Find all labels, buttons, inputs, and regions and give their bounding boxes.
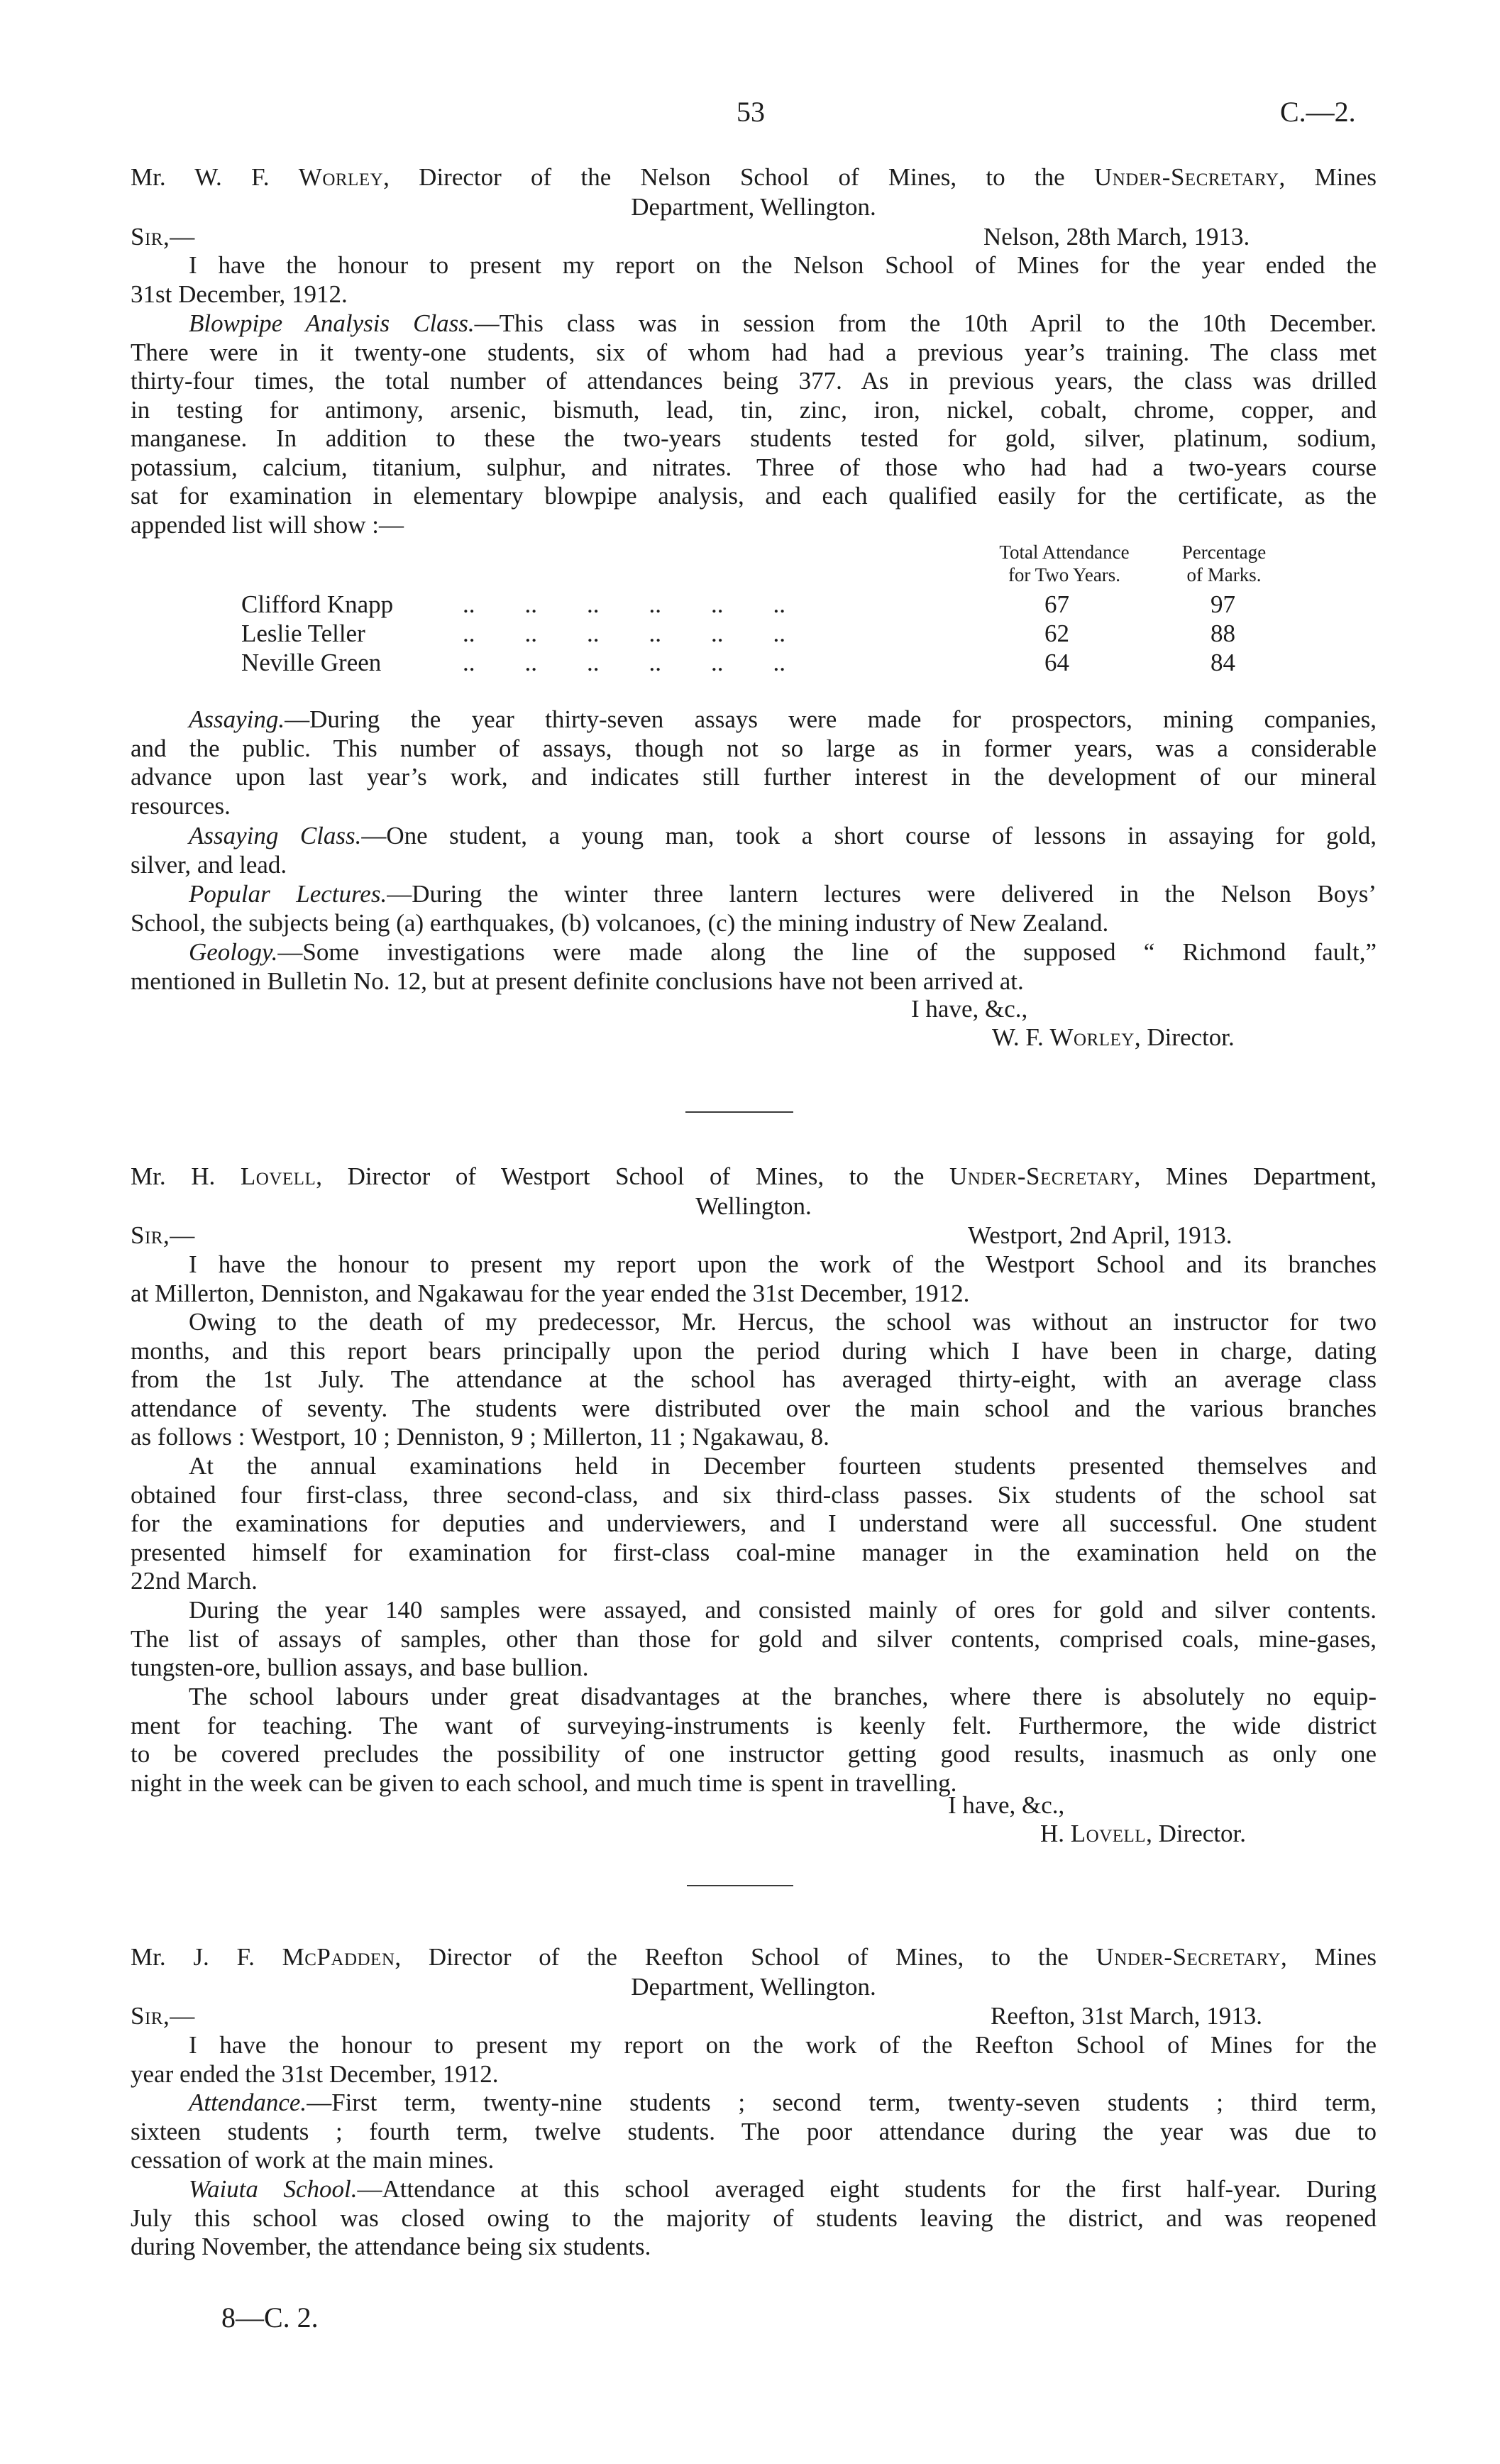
text-line: tungsten-ore, bullion assays, and base bullion.	[131, 1654, 589, 1681]
nelson-closing: I have, &c.,	[911, 995, 1028, 1023]
text-line: 31st December, 1912.	[131, 280, 348, 308]
text-line: presented himself for examination for first-class coal-mine manager in the examination held on the	[131, 1538, 1377, 1566]
nelson-assaying-class-paragraph	[131, 822, 1377, 879]
nelson-geology-paragraph	[131, 938, 1377, 996]
reefton-intro-paragraph	[131, 2031, 1377, 2089]
percentage-value: 84	[1211, 649, 1235, 676]
section-label: Geology.	[189, 938, 278, 966]
text-line: thirty-four times, the total number of attendances being 377. As in previous years, the class was drilled	[131, 367, 1377, 395]
westport-closing: I have, &c.,	[948, 1791, 1065, 1819]
text-line: attendance of seventy. The students were distributed over the main school and the various branches	[131, 1394, 1377, 1422]
reefton-heading-line1: Mr. J. F. McPadden, Director of the Reefton School of Mines, to the Under-Secretary, Mines	[131, 1943, 1377, 1971]
text-line: Geology.—Some investigations were made along the line of the supposed “ Richmond fault,”	[189, 938, 1377, 966]
section-label: Assaying.	[189, 705, 285, 733]
text-line: to be covered precludes the possibility of one instructor getting good results, inasmuch as only one	[131, 1740, 1377, 1768]
text-line: year ended the 31st December, 1912.	[131, 2059, 499, 2088]
reefton-waiuta-paragraph	[131, 2175, 1377, 2262]
section-label: Waiuta School.	[189, 2175, 358, 2203]
table-header-attendance: Total Attendance for Two Years.	[999, 541, 1130, 585]
nelson-blowpipe-paragraph	[131, 309, 1377, 539]
text-line: advance upon last year’s work, and indicates still further interest in the development of our mineral	[131, 763, 1377, 791]
dot-leader: .. .. .. .. .. ..	[463, 649, 785, 676]
student-name: Leslie Teller	[241, 620, 365, 647]
section-divider	[685, 1111, 793, 1113]
nelson-salutation: Sir,—	[131, 223, 195, 251]
text-line: cessation of work at the main mines.	[131, 2146, 495, 2174]
westport-paragraph-1	[131, 1250, 1377, 1308]
student-name: Clifford Knapp	[241, 590, 394, 618]
text-line: potassium, calcium, titanium, sulphur, and nitrates. Three of those who had had a two-years course	[131, 453, 1377, 481]
westport-signature: H. Lovell, Director.	[1040, 1820, 1247, 1847]
nelson-heading-line1: Mr. W. F. Worley, Director of the Nelson School of Mines, to the Under-Secretary, Mines	[131, 163, 1377, 191]
westport-paragraph-2	[131, 1308, 1377, 1452]
text-line: night in the week can be given to each school, and much time is spent in travelling.	[131, 1769, 957, 1797]
westport-heading	[131, 1162, 1377, 1192]
text-line: sixteen students ; fourth term, twelve students. The poor attendance during the year was due to	[131, 2117, 1377, 2145]
attendance-value: 64	[1044, 649, 1069, 676]
text-line: as follows : Westport, 10 ; Denniston, 9 ; Millerton, 11 ; Ngakawau, 8.	[131, 1423, 829, 1451]
text-line: Attendance.—First term, twenty-nine students ; second term, twenty-seven students ; third term,	[189, 2089, 1377, 2116]
text-line: Assaying Class.—One student, a young man, took a short course of lessons in assaying for gold,	[189, 822, 1377, 849]
text-line: Popular Lectures.—During the winter three lantern lectures were delivered in the Nelson Boys’	[189, 880, 1377, 908]
dot-leader: .. .. .. .. .. ..	[463, 620, 785, 647]
student-name: Neville Green	[241, 649, 382, 676]
text-line: at Millerton, Denniston, and Ngakawau for the year ended the 31st December, 1912.	[131, 1279, 970, 1307]
attendance-value: 67	[1044, 590, 1069, 618]
reefton-place-date: Reefton, 31st March, 1913.	[991, 2002, 1262, 2030]
text-line: I have the honour to present my report on the work of the Reefton School of Mines for the	[189, 2031, 1377, 2059]
attendance-value: 62	[1044, 620, 1069, 647]
section-label: Attendance.	[189, 2089, 307, 2116]
page-number: 53	[737, 96, 765, 128]
nelson-place-date: Nelson, 28th March, 1913.	[983, 223, 1250, 251]
nelson-intro-paragraph	[131, 251, 1377, 309]
text-line: At the annual examinations held in December fourteen students presented themselves and	[189, 1452, 1377, 1480]
text-line: resources.	[131, 791, 231, 820]
westport-heading-line1: Mr. H. Lovell, Director of Westport School of Mines, to the Under-Secretary, Mines Department,	[131, 1162, 1377, 1190]
percentage-value: 97	[1211, 590, 1235, 618]
text-line: appended list will show :—	[131, 510, 404, 539]
westport-salutation: Sir,—	[131, 1221, 195, 1249]
section-label: Blowpipe Analysis Class.	[189, 309, 475, 337]
document-reference: C.—2.	[1280, 96, 1356, 128]
reefton-salutation: Sir,—	[131, 2002, 195, 2030]
nelson-assaying-paragraph	[131, 705, 1377, 820]
text-line: sat for examination in elementary blowpipe analysis, and each qualified easily for the certificate, as the	[131, 482, 1377, 510]
text-line: from the 1st July. The attendance at the school has averaged thirty-eight, with an average class	[131, 1365, 1377, 1393]
text-line: The list of assays of samples, other than those for gold and silver contents, comprised coals, mine-gases,	[131, 1624, 1377, 1653]
text-line: during November, the attendance being six students.	[131, 2233, 651, 2260]
text-line: silver, and lead.	[131, 850, 287, 879]
westport-heading-line2: Wellington.	[695, 1192, 812, 1220]
text-line: The school labours under great disadvantages at the branches, where there is absolutely no equip-	[189, 1683, 1377, 1710]
text-line: During the year 140 samples were assayed, and consisted mainly of ores for gold and silver contents.	[189, 1596, 1377, 1624]
text-line: for the examinations for deputies and underviewers, and I understand were all successful. One student	[131, 1509, 1377, 1537]
text-line: obtained four first-class, three second-class, and six third-class passes. Six students of the school sat	[131, 1480, 1377, 1509]
text-line: mentioned in Bulletin No. 12, but at present definite conclusions have not been arrived at.	[131, 967, 1024, 995]
text-line: Blowpipe Analysis Class.—This class was in session from the 10th April to the 10th December.	[189, 309, 1377, 337]
section-label: Assaying Class.	[189, 822, 362, 849]
printer-signature-mark: 8—C. 2.	[221, 2301, 319, 2333]
westport-paragraph-5	[131, 1683, 1377, 1798]
text-line: School, the subjects being (a) earthquakes, (b) volcanoes, (c) the mining industry of New Zealand.	[131, 908, 1109, 937]
text-line: Waiuta School.—Attendance at this school averaged eight students for the first half-year. During	[189, 2175, 1377, 2203]
text-line: 22nd March.	[131, 1567, 258, 1595]
reefton-heading-line2: Department, Wellington.	[631, 1973, 876, 2001]
westport-place-date: Westport, 2nd April, 1913.	[968, 1221, 1232, 1249]
nelson-heading	[131, 163, 1377, 192]
reefton-attendance-paragraph	[131, 2089, 1377, 2175]
text-line: ment for teaching. The want of surveying-instruments is keenly felt. Furthermore, the wide district	[131, 1711, 1377, 1739]
text-line: July this school was closed owing to the majority of students leaving the district, and was reopened	[131, 2204, 1377, 2232]
text-line: in testing for antimony, arsenic, bismuth, lead, tin, zinc, iron, nickel, cobalt, chrome, copper, and	[131, 395, 1377, 424]
section-label: Popular Lectures.	[189, 880, 387, 908]
nelson-lectures-paragraph	[131, 880, 1377, 937]
westport-paragraph-3	[131, 1452, 1377, 1596]
text-line: Owing to the death of my predecessor, Mr. Hercus, the school was without an instructor for two	[189, 1308, 1377, 1336]
table-header-percentage: Percentage of Marks.	[1181, 541, 1267, 585]
reefton-heading	[131, 1943, 1377, 1972]
dot-leader: .. .. .. .. .. ..	[463, 590, 785, 618]
text-line: and the public. This number of assays, though not so large as in former years, was a considerable	[131, 734, 1377, 762]
westport-paragraph-4	[131, 1596, 1377, 1683]
nelson-heading-line2: Department, Wellington.	[631, 193, 876, 221]
text-line: months, and this report bears principally upon the period during which I have been in charge, dating	[131, 1336, 1377, 1365]
text-line: I have the honour to present my report on the Nelson School of Mines for the year ended the	[189, 251, 1377, 279]
text-line: There were in it twenty-one students, six of whom had had a previous year’s training. The class met	[131, 338, 1377, 366]
percentage-value: 88	[1211, 620, 1235, 647]
text-line: Assaying.—During the year thirty-seven assays were made for prospectors, mining companies,	[189, 705, 1377, 733]
text-line: manganese. In addition to these the two-years students tested for gold, silver, platinum, sodium,	[131, 424, 1377, 452]
section-divider	[687, 1885, 793, 1886]
text-line: I have the honour to present my report upon the work of the Westport School and its branches	[189, 1250, 1377, 1278]
nelson-signature: W. F. Worley, Director.	[992, 1023, 1235, 1051]
